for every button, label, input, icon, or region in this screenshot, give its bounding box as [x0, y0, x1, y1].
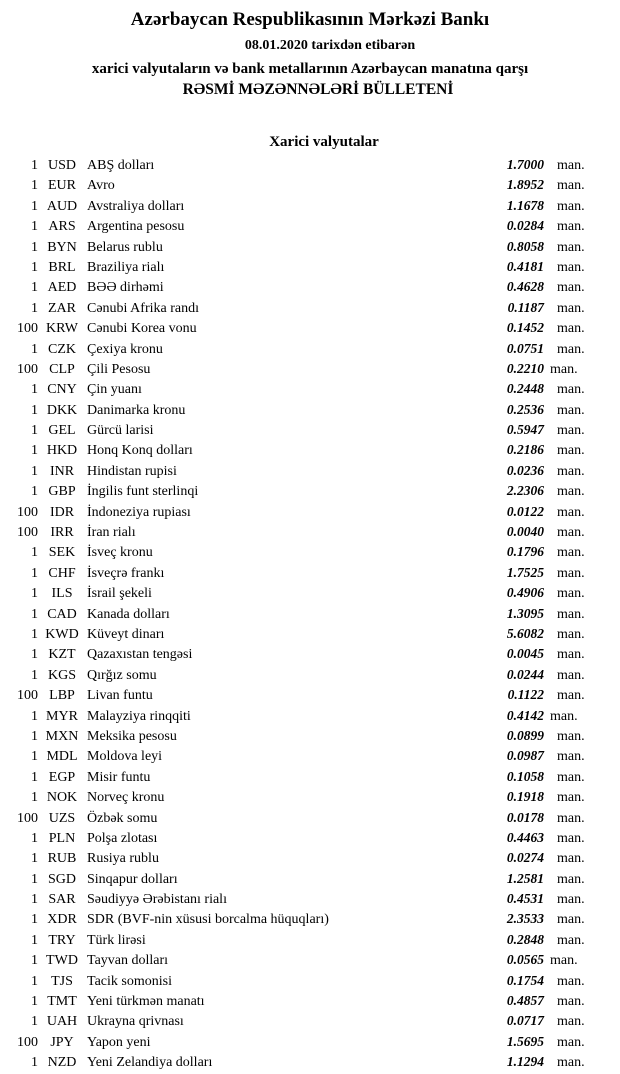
- unit-label: man.: [550, 953, 578, 969]
- unit-label: man.: [557, 912, 585, 928]
- currency-name: Özbək somu: [87, 810, 158, 826]
- currency-code: SAR: [48, 892, 76, 908]
- currency-quantity: 1: [31, 545, 38, 561]
- currency-code: DKK: [46, 402, 78, 418]
- currency-quantity: 1: [31, 259, 38, 275]
- currency-code: ILS: [51, 586, 73, 602]
- currency-quantity: 1: [31, 830, 38, 846]
- currency-code: BYN: [47, 239, 77, 255]
- table-row: [0, 767, 620, 787]
- currency-rate: 0.2848: [506, 931, 544, 947]
- table-row: [0, 277, 620, 297]
- rates-table: [0, 155, 620, 1073]
- currency-code: IDR: [49, 504, 75, 520]
- currency-code: CNY: [47, 382, 77, 398]
- unit-label: man.: [557, 280, 585, 296]
- currency-rate: 0.5947: [506, 422, 544, 438]
- currency-quantity: 1: [31, 402, 38, 418]
- table-row: [0, 971, 620, 991]
- unit-label: man.: [557, 892, 585, 908]
- currency-rate: 1.2581: [506, 870, 544, 886]
- currency-quantity: 100: [17, 1034, 38, 1050]
- currency-quantity: 1: [31, 749, 38, 765]
- currency-quantity: 1: [31, 647, 38, 663]
- unit-label: man.: [557, 830, 585, 846]
- currency-rate: 0.1058: [506, 768, 544, 784]
- unit-label: man.: [557, 219, 585, 235]
- currency-rate: 0.0045: [506, 646, 544, 662]
- table-row: [0, 563, 620, 583]
- currency-name: Çili Pesosu: [87, 361, 151, 377]
- currency-name: Gürcü larisi: [87, 423, 154, 439]
- currency-quantity: 1: [31, 178, 38, 194]
- currency-name: Sinqapur dolları: [87, 871, 178, 887]
- currency-name: Ukrayna qrivnası: [87, 1014, 184, 1030]
- currency-rate: 0.0274: [506, 850, 544, 866]
- currency-rate: 1.5695: [506, 1033, 544, 1049]
- table-row: [0, 746, 620, 766]
- currency-name: Tacik somonisi: [87, 973, 172, 989]
- scope-line: xarici valyutaların və bank metallarının Azərbaycan manatına qarşı: [91, 61, 529, 77]
- currency-name: Türk lirəsi: [87, 932, 146, 948]
- currency-quantity: 1: [31, 871, 38, 887]
- currency-name: SDR (BVF-nin xüsusi borcalma hüquqları): [87, 912, 329, 928]
- currency-code: TMT: [47, 994, 77, 1010]
- currency-quantity: 100: [17, 361, 38, 377]
- currency-quantity: 1: [31, 158, 38, 173]
- currency-code: AED: [47, 280, 77, 296]
- unit-label: man.: [557, 626, 585, 642]
- currency-quantity: 1: [31, 239, 38, 255]
- currency-name: Kanada dolları: [87, 606, 170, 622]
- unit-label: man.: [557, 932, 585, 948]
- currency-code: KGS: [47, 667, 76, 683]
- currency-quantity: 1: [31, 586, 38, 602]
- currency-rate: 0.2186: [506, 442, 544, 458]
- currency-name: BƏƏ dirhəmi: [87, 280, 164, 296]
- currency-code: GEL: [48, 423, 76, 439]
- unit-label: man.: [550, 361, 578, 377]
- currency-name: Livan funtu: [87, 688, 153, 704]
- currency-quantity: 1: [31, 484, 38, 500]
- currency-name: Yapon yeni: [87, 1034, 151, 1050]
- currency-quantity: 1: [31, 728, 38, 744]
- currency-rate: 0.0899: [506, 727, 544, 743]
- currency-code: UAH: [46, 1014, 78, 1030]
- table-row: [0, 318, 620, 338]
- currency-code: GBP: [48, 484, 76, 500]
- unit-label: man.: [557, 545, 585, 561]
- unit-label: man.: [557, 973, 585, 989]
- currency-code: MXN: [45, 728, 79, 744]
- currency-rate: 0.0565: [506, 952, 544, 968]
- currency-code: KRW: [46, 321, 78, 337]
- currency-rate: 0.0122: [506, 503, 544, 519]
- table-row: [0, 889, 620, 909]
- currency-quantity: 100: [17, 810, 38, 826]
- unit-label: man.: [557, 382, 585, 398]
- currency-code: SEK: [48, 545, 76, 561]
- currency-rate: 0.4531: [506, 891, 544, 907]
- unit-label: man.: [557, 504, 585, 520]
- currency-quantity: 1: [31, 892, 38, 908]
- currency-name: Moldova leyi: [87, 749, 163, 765]
- table-row: [0, 461, 620, 481]
- currency-rate: 0.0236: [506, 462, 544, 478]
- currency-name: Çexiya kronu: [87, 341, 163, 357]
- currency-name: Qırğız somu: [87, 667, 157, 683]
- unit-label: man.: [557, 994, 585, 1010]
- unit-label: man.: [557, 851, 585, 867]
- bulletin-title: RƏSMİ MƏZƏNNƏLƏRİ BÜLLETENİ: [182, 81, 454, 98]
- table-row: [0, 1011, 620, 1031]
- table-row: [0, 1052, 620, 1072]
- currency-code: TRY: [48, 932, 76, 948]
- currency-code: CHF: [48, 565, 76, 581]
- currency-code: JPY: [50, 1034, 74, 1050]
- currency-rate: 0.1796: [506, 544, 544, 560]
- currency-name: Avstraliya dolları: [87, 198, 185, 214]
- currency-code: KZT: [48, 647, 76, 663]
- unit-label: man.: [557, 790, 585, 806]
- currency-code: SGD: [47, 871, 76, 887]
- currency-rate: 0.4181: [506, 258, 544, 274]
- currency-rate: 1.3095: [506, 605, 544, 621]
- currency-code: MDL: [46, 749, 78, 765]
- currency-name: Qazaxıstan tengəsi: [87, 647, 193, 663]
- currency-quantity: 100: [17, 504, 38, 520]
- section-title-foreign-currencies: Xarici valyutalar: [269, 134, 379, 150]
- currency-rate: 0.8058: [506, 238, 544, 254]
- currency-rate: 0.0751: [506, 340, 544, 356]
- table-row: [0, 237, 620, 257]
- currency-name: Çin yuanı: [87, 382, 142, 398]
- table-row: [0, 604, 620, 624]
- currency-rate: 1.1294: [506, 1054, 544, 1070]
- table-row: [0, 706, 620, 726]
- bank-name-title: Azərbaycan Respublikasının Mərkəzi Bankı: [130, 9, 490, 30]
- unit-label: man.: [557, 810, 585, 826]
- currency-quantity: 1: [31, 790, 38, 806]
- currency-name: Yeni Zelandiya dolları: [87, 1055, 213, 1071]
- currency-quantity: 1: [31, 606, 38, 622]
- currency-name: Səudiyyə Ərəbistanı rialı: [87, 892, 227, 908]
- bulletin-header: [0, 0, 620, 99]
- currency-rate: 0.4628: [506, 279, 544, 295]
- table-row: [0, 420, 620, 440]
- currency-code: RUB: [47, 851, 77, 867]
- effective-date-line: 08.01.2020 tarixdən etibarən: [244, 38, 416, 53]
- currency-name: Cənubi Korea vonu: [87, 321, 197, 337]
- currency-name: Tayvan dolları: [87, 953, 169, 969]
- currency-name: İsrail şekeli: [87, 586, 152, 602]
- table-row: [0, 175, 620, 195]
- currency-quantity: 1: [31, 443, 38, 459]
- currency-name: İran rialı: [87, 525, 136, 541]
- unit-label: man.: [557, 198, 585, 214]
- currency-name: Avro: [87, 178, 115, 194]
- currency-rate: 0.0717: [506, 1013, 544, 1029]
- currency-code: CLP: [49, 361, 75, 377]
- currency-code: CAD: [47, 606, 77, 622]
- currency-quantity: 100: [17, 525, 38, 541]
- table-row: [0, 808, 620, 828]
- currency-rate: 1.1678: [506, 197, 544, 213]
- currency-code: ARS: [48, 219, 76, 235]
- unit-label: man.: [557, 1055, 585, 1071]
- currency-code: NZD: [47, 1055, 77, 1071]
- table-row: [0, 909, 620, 929]
- unit-label: man.: [557, 158, 585, 173]
- table-row: [0, 440, 620, 460]
- table-row: [0, 869, 620, 889]
- currency-rate: 0.1918: [506, 789, 544, 805]
- unit-label: man.: [557, 606, 585, 622]
- table-row: [0, 583, 620, 603]
- currency-code: BRL: [48, 259, 76, 275]
- currency-code: PLN: [48, 830, 76, 846]
- currency-quantity: 1: [31, 769, 38, 785]
- currency-quantity: 1: [31, 219, 38, 235]
- table-row: [0, 339, 620, 359]
- currency-quantity: 1: [31, 1014, 38, 1030]
- currency-rate: 0.4857: [506, 993, 544, 1009]
- unit-label: man.: [557, 871, 585, 887]
- currency-name: İngilis funt sterlinqi: [87, 484, 199, 500]
- table-row: [0, 298, 620, 318]
- currency-name: Yeni türkmən manatı: [87, 994, 205, 1010]
- table-row: [0, 685, 620, 705]
- currency-rate: 0.4142: [506, 707, 544, 723]
- currency-code: USD: [47, 158, 76, 173]
- currency-rate: 0.4906: [506, 585, 544, 601]
- currency-quantity: 1: [31, 708, 38, 724]
- currency-quantity: 1: [31, 300, 38, 316]
- currency-name: Danimarka kronu: [87, 402, 186, 418]
- table-row: [0, 828, 620, 848]
- currency-code: UZS: [48, 810, 76, 826]
- currency-name: Honq Konq dolları: [87, 443, 193, 459]
- currency-name: Polşa zlotası: [87, 830, 158, 846]
- table-row: [0, 1032, 620, 1052]
- currency-rate: 0.1754: [506, 972, 544, 988]
- currency-code: NOK: [46, 790, 78, 806]
- currency-name: Norveç kronu: [87, 790, 165, 806]
- currency-quantity: 1: [31, 626, 38, 642]
- table-row: [0, 379, 620, 399]
- currency-code: EGP: [48, 769, 76, 785]
- table-row: [0, 950, 620, 970]
- currency-rate: 0.0244: [506, 666, 544, 682]
- unit-label: man.: [557, 688, 585, 704]
- currency-rate: 0.1122: [507, 687, 544, 703]
- unit-label: man.: [557, 423, 585, 439]
- table-row: [0, 726, 620, 746]
- currency-name: İsveç kronu: [87, 545, 153, 561]
- currency-quantity: 1: [31, 1055, 38, 1071]
- unit-label: man.: [557, 463, 585, 479]
- table-row: [0, 665, 620, 685]
- table-row: [0, 481, 620, 501]
- currency-rate: 2.2306: [506, 483, 544, 499]
- currency-code: TJS: [51, 973, 73, 989]
- currency-code: TWD: [46, 953, 78, 969]
- currency-rate: 0.2536: [506, 401, 544, 417]
- currency-rate: 0.1452: [506, 320, 544, 336]
- currency-quantity: 1: [31, 932, 38, 948]
- currency-quantity: 1: [31, 953, 38, 969]
- unit-label: man.: [557, 259, 585, 275]
- currency-quantity: 1: [31, 973, 38, 989]
- currency-rate: 5.6082: [506, 625, 544, 641]
- currency-name: Hindistan rupisi: [87, 463, 177, 479]
- currency-quantity: 1: [31, 994, 38, 1010]
- table-row: [0, 542, 620, 562]
- currency-quantity: 1: [31, 423, 38, 439]
- unit-label: man.: [557, 178, 585, 194]
- table-row: [0, 359, 620, 379]
- table-row: [0, 787, 620, 807]
- currency-code: LBP: [49, 688, 75, 704]
- currency-code: HKD: [46, 443, 78, 459]
- currency-rate: 2.3533: [506, 911, 544, 927]
- unit-label: man.: [557, 1014, 585, 1030]
- unit-label: man.: [557, 586, 585, 602]
- currency-code: CZK: [48, 341, 76, 357]
- unit-label: man.: [557, 300, 585, 316]
- currency-name: Belarus rublu: [87, 239, 163, 255]
- table-row: [0, 196, 620, 216]
- currency-quantity: 1: [31, 565, 38, 581]
- currency-quantity: 1: [31, 667, 38, 683]
- unit-label: man.: [557, 402, 585, 418]
- currency-name: Küveyt dinarı: [87, 626, 165, 642]
- table-row: [0, 216, 620, 236]
- currency-code: EUR: [48, 178, 76, 194]
- currency-quantity: 100: [17, 688, 38, 704]
- table-row: [0, 522, 620, 542]
- table-row: [0, 991, 620, 1011]
- unit-label: man.: [557, 749, 585, 765]
- currency-rate: 1.7000: [506, 157, 544, 172]
- currency-rate: 0.1187: [507, 299, 544, 315]
- currency-name: Argentina pesosu: [87, 219, 185, 235]
- table-row: [0, 400, 620, 420]
- currency-name: Meksika pesosu: [87, 728, 177, 744]
- currency-name: Malayziya rinqqiti: [87, 708, 191, 724]
- unit-label: man.: [557, 647, 585, 663]
- unit-label: man.: [557, 321, 585, 337]
- currency-code: XDR: [47, 912, 77, 928]
- currency-code: AUD: [46, 198, 78, 214]
- currency-rate: 0.0040: [506, 524, 544, 540]
- currency-name: Rusiya rublu: [87, 851, 159, 867]
- unit-label: man.: [557, 769, 585, 785]
- currency-rate: 0.0284: [506, 218, 544, 234]
- currency-quantity: 1: [31, 912, 38, 928]
- currency-rate: 0.2210: [506, 360, 544, 376]
- currency-rate: 0.0178: [506, 809, 544, 825]
- currency-name: Braziliya rialı: [87, 259, 165, 275]
- unit-label: man.: [557, 525, 585, 541]
- currency-code: INR: [49, 463, 75, 479]
- table-row: [0, 624, 620, 644]
- currency-rate: 0.0987: [506, 748, 544, 764]
- table-row: [0, 257, 620, 277]
- currency-code: IRR: [50, 525, 74, 541]
- currency-quantity: 1: [31, 382, 38, 398]
- unit-label: man.: [557, 667, 585, 683]
- currency-quantity: 1: [31, 341, 38, 357]
- currency-rate: 0.4463: [506, 829, 544, 845]
- currency-code: KWD: [45, 626, 79, 642]
- currency-name: Misir funtu: [87, 769, 151, 785]
- unit-label: man.: [550, 708, 578, 724]
- unit-label: man.: [557, 341, 585, 357]
- table-row: [0, 930, 620, 950]
- unit-label: man.: [557, 443, 585, 459]
- currency-name: İndoneziya rupiası: [87, 504, 191, 520]
- table-row: [0, 644, 620, 664]
- currency-quantity: 100: [17, 321, 38, 337]
- currency-code: MYR: [46, 708, 78, 724]
- currency-quantity: 1: [31, 463, 38, 479]
- table-row: [0, 848, 620, 868]
- unit-label: man.: [557, 484, 585, 500]
- currency-name: Cənubi Afrika randı: [87, 300, 199, 316]
- currency-quantity: 1: [31, 198, 38, 214]
- currency-name: ABŞ dolları: [87, 158, 155, 173]
- unit-label: man.: [557, 728, 585, 744]
- currency-name: İsveçrə frankı: [87, 565, 165, 581]
- currency-quantity: 1: [31, 851, 38, 867]
- table-row: [0, 502, 620, 522]
- currency-code: ZAR: [48, 300, 76, 316]
- currency-rate: 1.8952: [506, 177, 544, 193]
- table-row: [0, 155, 620, 175]
- unit-label: man.: [557, 239, 585, 255]
- unit-label: man.: [557, 1034, 585, 1050]
- currency-rate: 0.2448: [506, 381, 544, 397]
- currency-rate: 1.7525: [506, 564, 544, 580]
- unit-label: man.: [557, 565, 585, 581]
- currency-quantity: 1: [31, 280, 38, 296]
